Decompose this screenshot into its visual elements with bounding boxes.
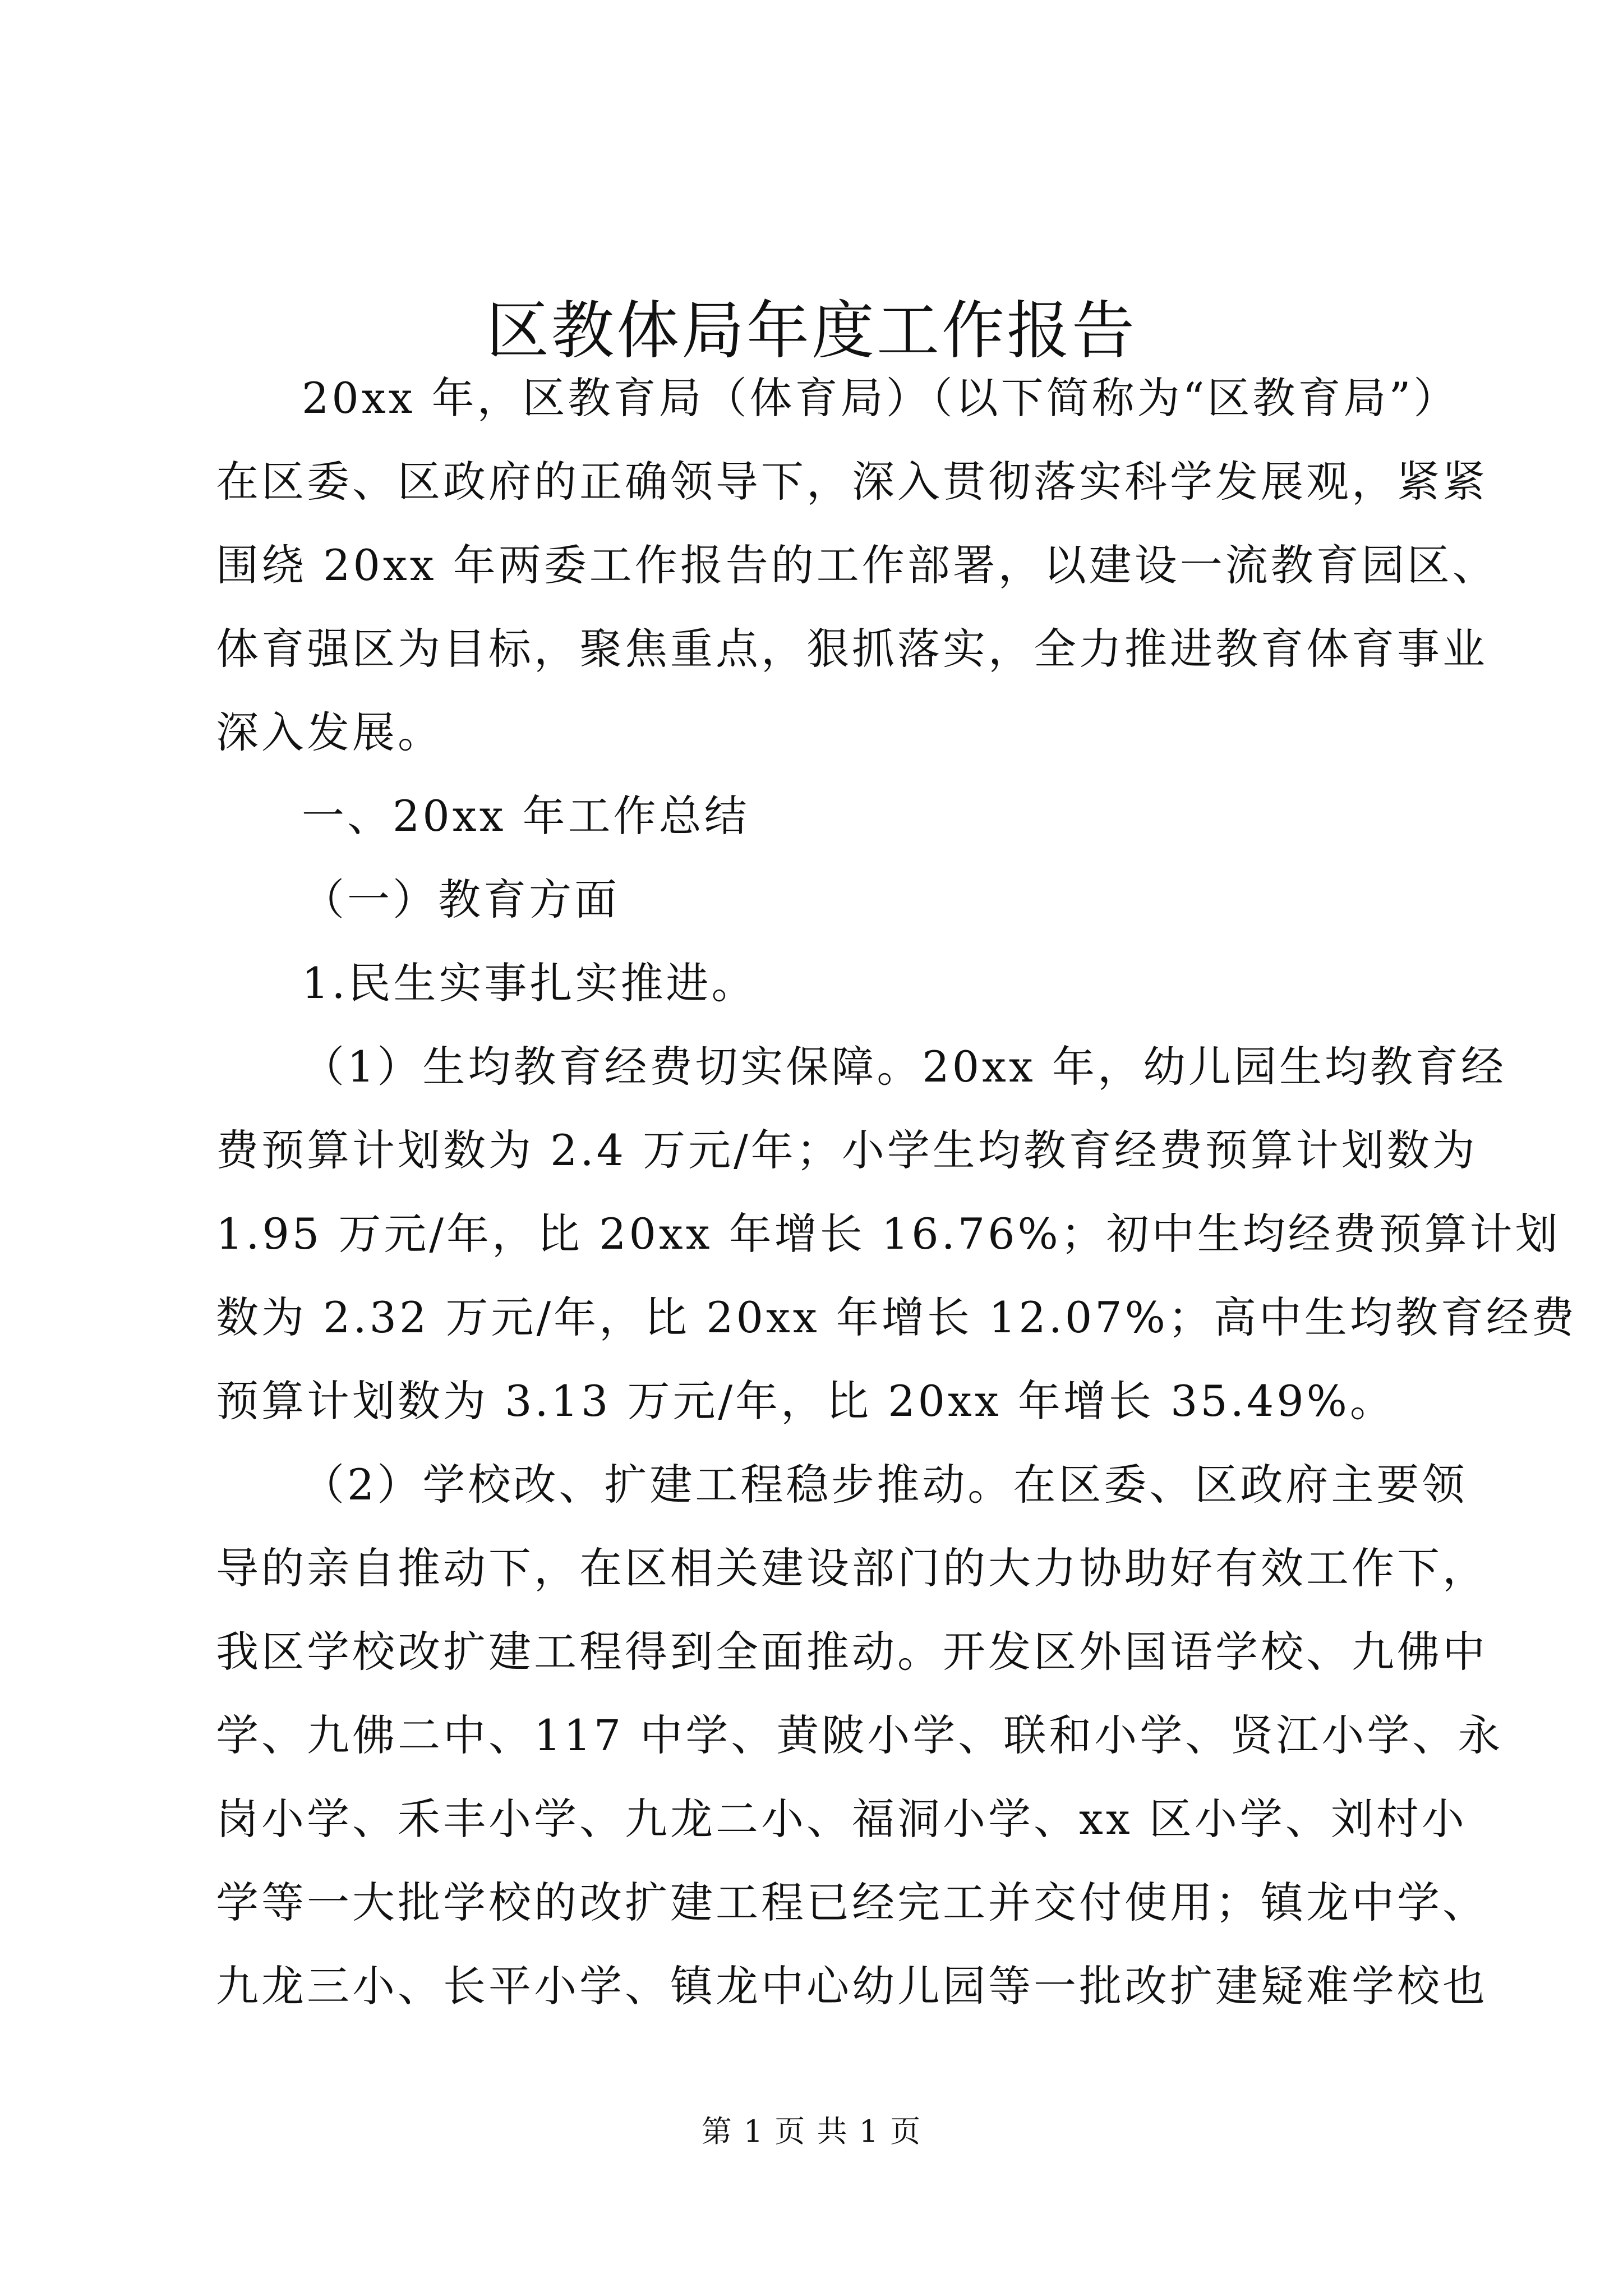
paragraph-line: 20xx 年，区教育局（体育局）（以下简称为“区教育局”） xyxy=(302,373,1459,423)
section-heading: 一、20xx 年工作总结 xyxy=(302,791,750,841)
page-number-footer: 第 1 页 共 1 页 xyxy=(701,2114,922,2149)
paragraph-line: 导的亲自推动下，在区相关建设部门的大力协助好有效工作下， xyxy=(216,1543,1488,1593)
item-heading: 1.民生实事扎实推进。 xyxy=(302,958,757,1008)
paragraph-line: 学等一大批学校的改扩建工程已经完工并交付使用；镇龙中学、 xyxy=(216,1878,1488,1927)
document-title: 区教体局年度工作报告 xyxy=(486,295,1137,367)
document-body xyxy=(216,356,1577,2028)
paragraph-line: 岗小学、禾丰小学、九龙二小、福洞小学、xx 区小学、刘村小 xyxy=(216,1794,1467,1844)
paragraph-line: 1.95 万元/年，比 20xx 年增长 16.76%；初中生均经费预算计划 xyxy=(216,1209,1561,1259)
paragraph-line: 我区学校改扩建工程得到全面推动。开发区外国语学校、九佛中 xyxy=(216,1627,1488,1677)
paragraph-line: 学、九佛二中、117 中学、黄陂小学、联和小学、贤江小学、永 xyxy=(216,1710,1504,1760)
paragraph-line: （2）学校改、扩建工程稳步推动。在区委、区政府主要领 xyxy=(302,1460,1468,1510)
paragraph-line: 数为 2.32 万元/年，比 20xx 年增长 12.07%；高中生均教育经费 xyxy=(216,1292,1577,1342)
paragraph-line: 在区委、区政府的正确领导下，深入贯彻落实科学发展观，紧紧 xyxy=(216,457,1488,507)
paragraph-line: 费预算计划数为 2.4 万元/年；小学生均教育经费预算计划数为 xyxy=(216,1125,1478,1175)
paragraph-line: 九龙三小、长平小学、镇龙中心幼儿园等一批改扩建疑难学校也 xyxy=(216,1961,1488,2011)
paragraph-line: 围绕 20xx 年两委工作报告的工作部署，以建设一流教育园区、 xyxy=(216,540,1498,590)
paragraph-line: 预算计划数为 3.13 万元/年，比 20xx 年增长 35.49%。 xyxy=(216,1376,1395,1426)
paragraph-line: （1）生均教育经费切实保障。20xx 年，幼儿园生均教育经 xyxy=(302,1042,1506,1092)
paragraph-line: 体育强区为目标，聚焦重点，狠抓落实，全力推进教育体育事业 xyxy=(216,624,1488,674)
subsection-heading: （一）教育方面 xyxy=(302,875,620,924)
paragraph-line: 深入发展。 xyxy=(216,707,443,757)
